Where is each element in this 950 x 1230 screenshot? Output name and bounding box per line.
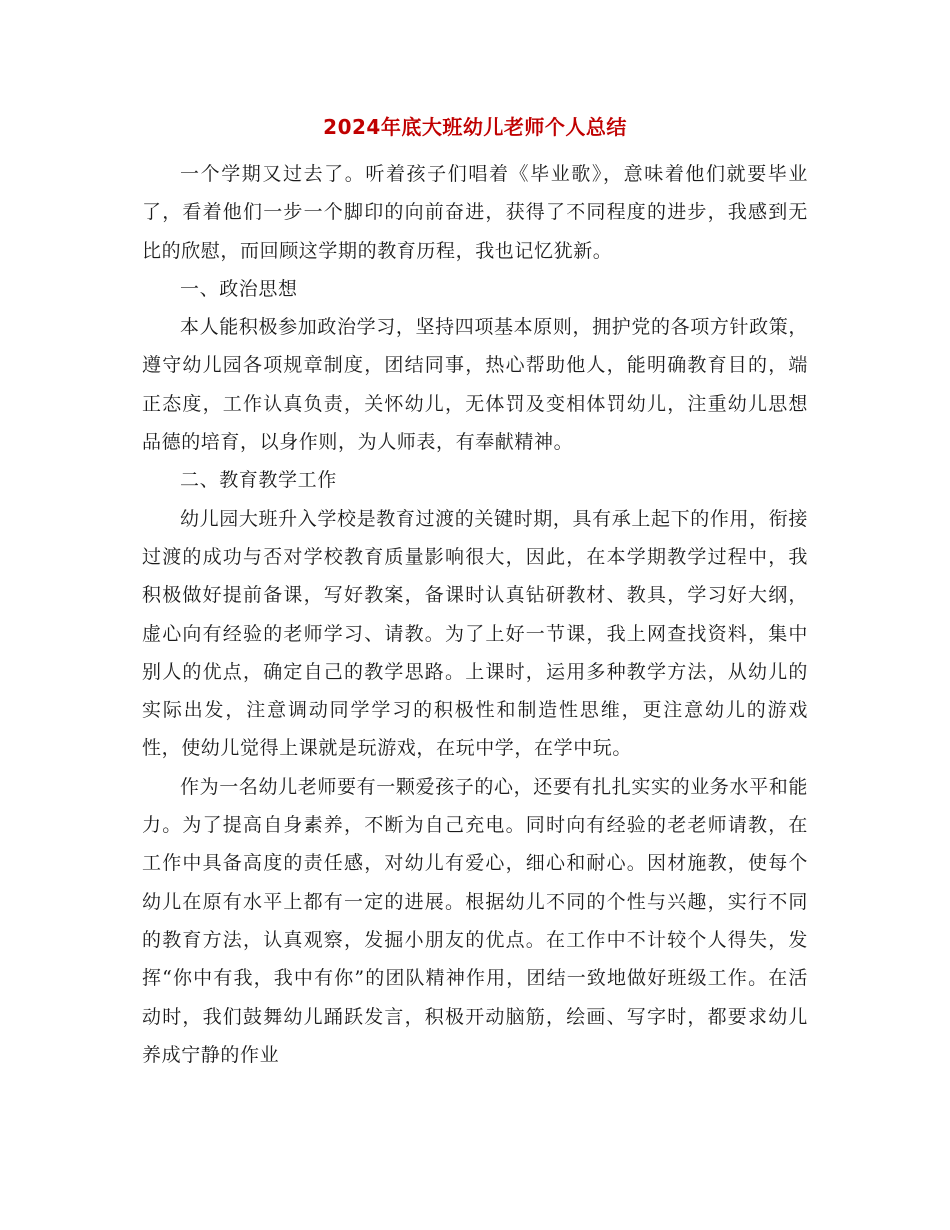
- paragraph-political: 本人能积极参加政治学习，坚持四项基本原则，拥护党的各项方针政策，遵守幼儿园各项规章制度，团结同事，热心帮助他人，能明确教育目的，端正态度，工作认真负责，关怀幼儿，无体罚及变相体罚幼儿，注重幼儿思想品德的培育，以身作则，为人师表，有奉献精神。: [142, 316, 808, 454]
- section-heading-political: 一、政治思想: [180, 277, 298, 300]
- paragraph-teacher-role: 作为一名幼儿老师要有一颗爱孩子的心，还要有扎扎实实的业务水平和能力。为了提高自身素养，不断为自己充电。同时向有经验的老老师请教，在工作中具备高度的责任感，对幼儿有爱心，细心和耐心。因材施教，使每个幼儿在原有水平上都有一定的进展。根据幼儿不同的个性与兴趣，实行不同的教育方法，认真观察，发掘小朋友的优点。在工作中不计较个人得失，发挥“你中有我，我中有你”的团队精神作用，团结一致地做好班级工作。在活动时，我们鼓舞幼儿踊跃发言，积极开动脑筋，绘画、写字时，都要求幼儿养成宁静的作业: [142, 775, 808, 1066]
- paragraph-intro: 一个学期又过去了。听着孩子们唱着《毕业歌》，意味着他们就要毕业了，看着他们一步一个脚印的向前奋进，获得了不同程度的进步，我感到无比的欣慰，而回顾这学期的教育历程，我也记忆犹新。: [142, 163, 808, 262]
- paragraph-teaching: 幼儿园大班升入学校是教育过渡的关键时期，具有承上起下的作用，衔接过渡的成功与否对学校教育质量影响很大，因此，在本学期教学过程中，我积极做好提前备课，写好教案，备课时认真钻研教材、教具，学习好大纲，虚心向有经验的老师学习、请教。为了上好一节课，我上网查找资料，集中别人的优点，确定自己的教学思路。上课时，运用多种教学方法，从幼儿的实际出发，注意调动同学学习的积极性和制造性思维，更注意幼儿的游戏性，使幼儿觉得上课就是玩游戏，在玩中学，在学中玩。: [142, 507, 808, 760]
- document-body: [142, 155, 808, 1074]
- document-title: 2024年底大班幼儿老师个人总结: [323, 115, 627, 139]
- section-heading-teaching: 二、教育教学工作: [180, 469, 337, 492]
